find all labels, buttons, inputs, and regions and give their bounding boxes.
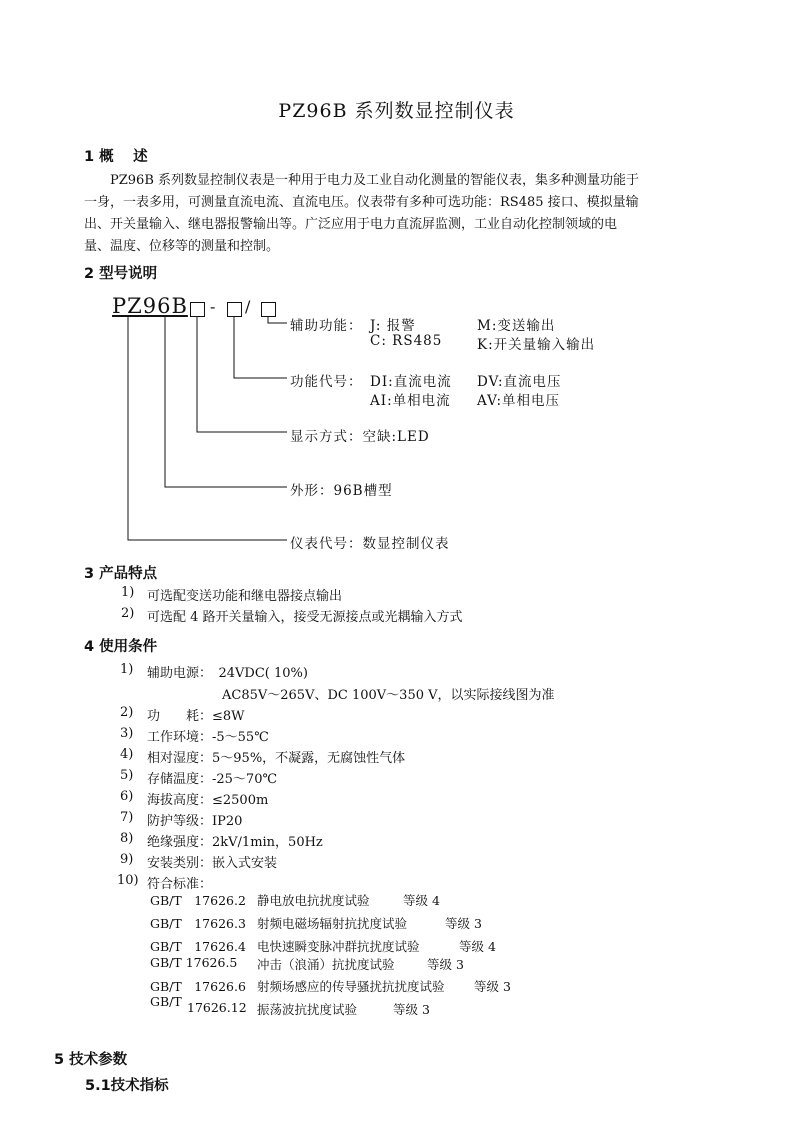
condition-number: 5) [120, 768, 134, 783]
standard-name: 振荡波抗扰度试验 [257, 1002, 358, 1017]
condition-text: AC85V～265V、DC 100V～350 V，以实际接线图为准 [222, 688, 555, 703]
aux-option-k: K:开关量输入输出 [477, 337, 596, 353]
paragraph-line: 一身，一表多用，可测量直流电流、直流电压。仪表带有多种可选功能：RS485 接口、模拟量输 [84, 195, 639, 210]
condition-number: 4) [120, 747, 134, 762]
function-option-di: DI:直流电流 [370, 374, 452, 390]
condition-text: 安装类别：嵌入式安装 [147, 856, 278, 871]
section-1-heading: 1 概 述 [84, 149, 148, 165]
condition-number: 9) [120, 852, 134, 867]
function-option-dv: DV:直流电压 [477, 374, 562, 390]
standard-name: 射频电磁场辐射抗扰度试验 [257, 916, 408, 931]
standard-level: 等级 3 [427, 957, 464, 972]
section-4-heading: 4 使用条件 [84, 639, 158, 655]
section-3-heading: 3 产品特点 [84, 566, 158, 582]
standard-level: 等级 3 [393, 1002, 430, 1017]
condition-text: 绝缘强度：2kV/1min，50Hz [147, 835, 323, 850]
function-option-ai: AI:单相电流 [370, 393, 451, 409]
standard-code: GB/T 17626.6 [150, 979, 246, 994]
condition-text: 功 耗：≤8W [147, 709, 245, 724]
subsection-5-1-heading: 5.1技术指标 [85, 1078, 169, 1094]
section-2-heading: 2 型号说明 [84, 266, 158, 282]
paragraph-line: 量、温度、位移等的测量和控制。 [84, 239, 280, 254]
condition-number: 1) [120, 662, 134, 677]
standard-level: 等级 4 [459, 939, 496, 954]
aux-option-c: C: RS485 [370, 333, 443, 349]
paragraph-line: 出、开关量输入、继电器报警输出等。广泛应用于电力直流屏监测，工业自动化控制领域的电 [84, 217, 618, 232]
condition-number: 6) [120, 789, 134, 804]
standard-code: GB/T [150, 994, 182, 1009]
standard-level: 等级 3 [474, 979, 511, 994]
standard-code: GB/T 17626.4 [150, 939, 246, 954]
standard-level: 等级 3 [445, 916, 482, 931]
feature-number: 1) [121, 585, 135, 600]
display-mode-label: 显示方式：空缺:LED [290, 429, 430, 445]
condition-text: 工作环境：-5～55℃ [147, 730, 269, 745]
condition-text: 符合标准： [147, 877, 213, 892]
aux-option-m: M:变送输出 [477, 318, 556, 334]
condition-number: 10) [117, 873, 139, 888]
shape-label: 外形：96B槽型 [290, 483, 393, 499]
feature-text: 可选配 4 路开关量输入，接受无源接点或光耦输入方式 [147, 610, 463, 625]
condition-number: 8) [120, 831, 134, 846]
standard-code: GB/T 17626.2 [150, 893, 246, 908]
standard-level: 等级 4 [403, 893, 440, 908]
standard-name: 静电放电抗扰度试验 [257, 893, 370, 908]
function-option-av: AV:单相电压 [477, 393, 561, 409]
standard-name: 射频场感应的传导骚扰抗扰度试验 [257, 979, 445, 994]
model-code: PZ96B [112, 294, 188, 318]
standard-code: GB/T 17626.5 [150, 955, 238, 970]
aux-function-label: 辅助功能： [290, 318, 363, 334]
standard-name: 冲击（浪涌）抗扰度试验 [257, 957, 395, 972]
feature-number: 2) [121, 606, 135, 621]
condition-number: 7) [120, 810, 134, 825]
condition-text: 存储温度：-25～70℃ [147, 772, 278, 787]
model-dash: - [210, 297, 216, 316]
page-title: PZ96B 系列数显控制仪表 [278, 100, 515, 122]
standard-name: 电快速瞬变脉冲群抗扰度试验 [257, 939, 420, 954]
condition-text: 海拔高度：≤2500m [147, 793, 269, 808]
aux-option-j: J: 报警 [370, 318, 416, 334]
condition-text: 防护等级：IP20 [147, 814, 243, 829]
condition-text: 相对湿度：5～95%，不凝露，无腐蚀性气体 [147, 751, 406, 766]
feature-text: 可选配变送功能和继电器接点输出 [147, 589, 343, 604]
paragraph-line: PZ96B 系列数显控制仪表是一种用于电力及工业自动化测量的智能仪表，集多种测量功能于 [110, 173, 640, 188]
instrument-code-label: 仪表代号：数显控制仪表 [290, 536, 450, 552]
condition-number: 3) [120, 726, 134, 741]
model-slash: / [245, 297, 251, 316]
standard-code-number: 17626.12 [187, 1000, 247, 1015]
condition-text: 辅助电源： 24VDC( 10%) [147, 666, 308, 681]
section-5-heading: 5 技术参数 [54, 1052, 128, 1068]
function-code-label: 功能代号： [290, 374, 363, 390]
standard-code: GB/T 17626.3 [150, 916, 246, 931]
condition-number: 2) [120, 705, 134, 720]
